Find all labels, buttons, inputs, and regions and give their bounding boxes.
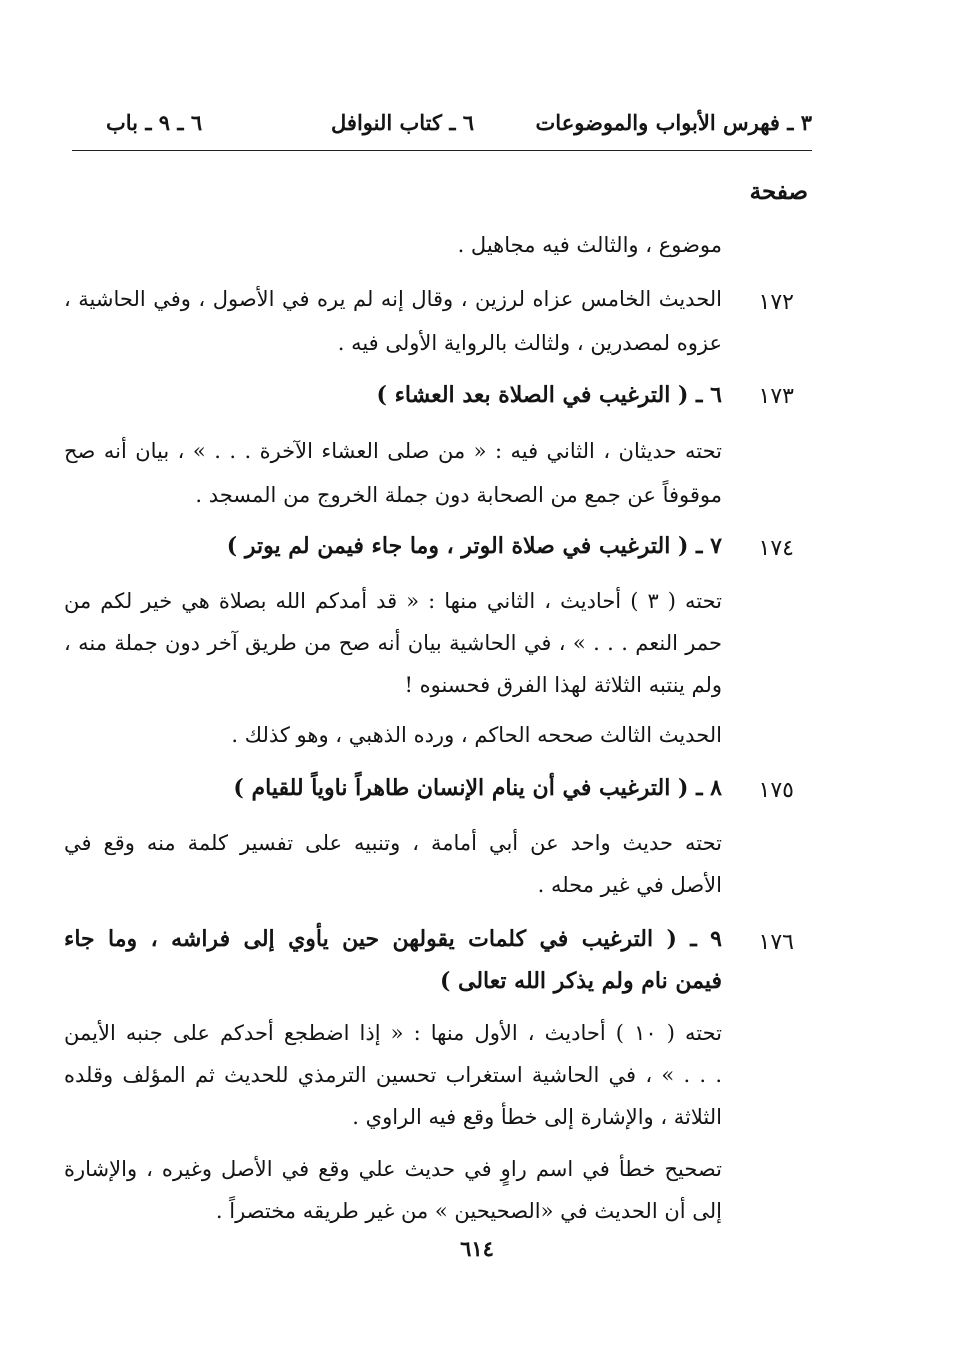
text-line: تحته ( ٣ ) أحاديث ، الثاني منها : « قد أمدكم الله بصلاة هي خير لكم من xyxy=(64,589,722,613)
entry-number: ١٧٦ xyxy=(758,930,794,955)
chapter-heading: ٨ ـ ( الترغيب في أن ينام الإنسان طاهراً ناوياً للقيام ) xyxy=(233,775,722,801)
text-line: تحته حديث واحد عن أبي أمامة ، وتنبيه على تفسير كلمة منه وقع في xyxy=(64,831,722,855)
running-header-section: ٣ ـ فهرس الأبواب والموضوعات xyxy=(535,110,812,135)
text-line: موقوفاً عن جمع من الصحابة دون جملة الخروج من المسجد . xyxy=(195,483,722,507)
text-line: تحته ( ١٠ ) أحاديث ، الأول منها : « إذا اضطجع أحدكم على جنبه الأيمن xyxy=(64,1021,723,1045)
text-line: حمر النعم . . . » ، في الحاشية بيان أنه صح من طريق آخر دون جملة منه ، xyxy=(64,631,722,655)
entry-number: ١٧٥ xyxy=(758,778,794,803)
header-divider xyxy=(72,150,812,151)
text-line: عزوه لمصدرين ، ولثالث بالرواية الأولى فيه . xyxy=(337,331,722,355)
chapter-heading: فيمن نام ولم يذكر الله تعالى ) xyxy=(439,968,722,994)
entry-number: ١٧٤ xyxy=(758,536,794,561)
page-number: ٦١٤ xyxy=(460,1236,494,1261)
chapter-heading: ٩ ـ ( الترغيب في كلمات يقولهن حين يأوي إلى فراشه ، وما جاء xyxy=(64,926,722,952)
running-header-book: ٦ ـ كتاب النوافل xyxy=(331,110,475,135)
text-line: الأصل في غير محله . xyxy=(537,873,722,897)
page-column-title: صفحة xyxy=(749,178,808,205)
running-header-chapter: ٦ ـ ٩ ـ باب xyxy=(106,110,203,135)
text-line: إلى أن الحديث في «الصحيحين » من غير طريقه مختصراً . xyxy=(215,1199,722,1223)
text-line: تصحيح خطأ في اسم راوٍ في حديث علي وقع في الأصل وغيره ، والإشارة xyxy=(64,1157,722,1181)
chapter-heading: ٧ ـ ( الترغيب في صلاة الوتر ، وما جاء فيمن لم يوتر ) xyxy=(226,533,722,559)
text-line: الحديث الثالث صححه الحاكم ، ورده الذهبي ، وهو كذلك . xyxy=(231,723,722,747)
text-line: ولم ينتبه الثلاثة لهذا الفرق فحسنوه ! xyxy=(404,673,722,697)
text-line: موضوع ، والثالث فيه مجاهيل . xyxy=(457,233,722,257)
entry-number: ١٧٢ xyxy=(758,290,794,315)
text-line: تحته حديثان ، الثاني فيه : « من صلى العشاء الآخرة . . . » ، بيان أنه صح xyxy=(64,439,722,463)
text-line: . . . » ، في الحاشية استغراب تحسين الترمذي للحديث ثم المؤلف وقلده xyxy=(64,1063,722,1087)
entry-number: ١٧٣ xyxy=(758,384,794,409)
text-line: الحديث الخامس عزاه لرزين ، وقال إنه لم يره في الأصول ، وفي الحاشية ، xyxy=(64,287,722,311)
chapter-heading: ٦ ـ ( الترغيب في الصلاة بعد العشاء ) xyxy=(376,382,722,408)
text-line: الثلاثة ، والإشارة إلى خطأ وقع فيه الراوي . xyxy=(352,1105,722,1129)
